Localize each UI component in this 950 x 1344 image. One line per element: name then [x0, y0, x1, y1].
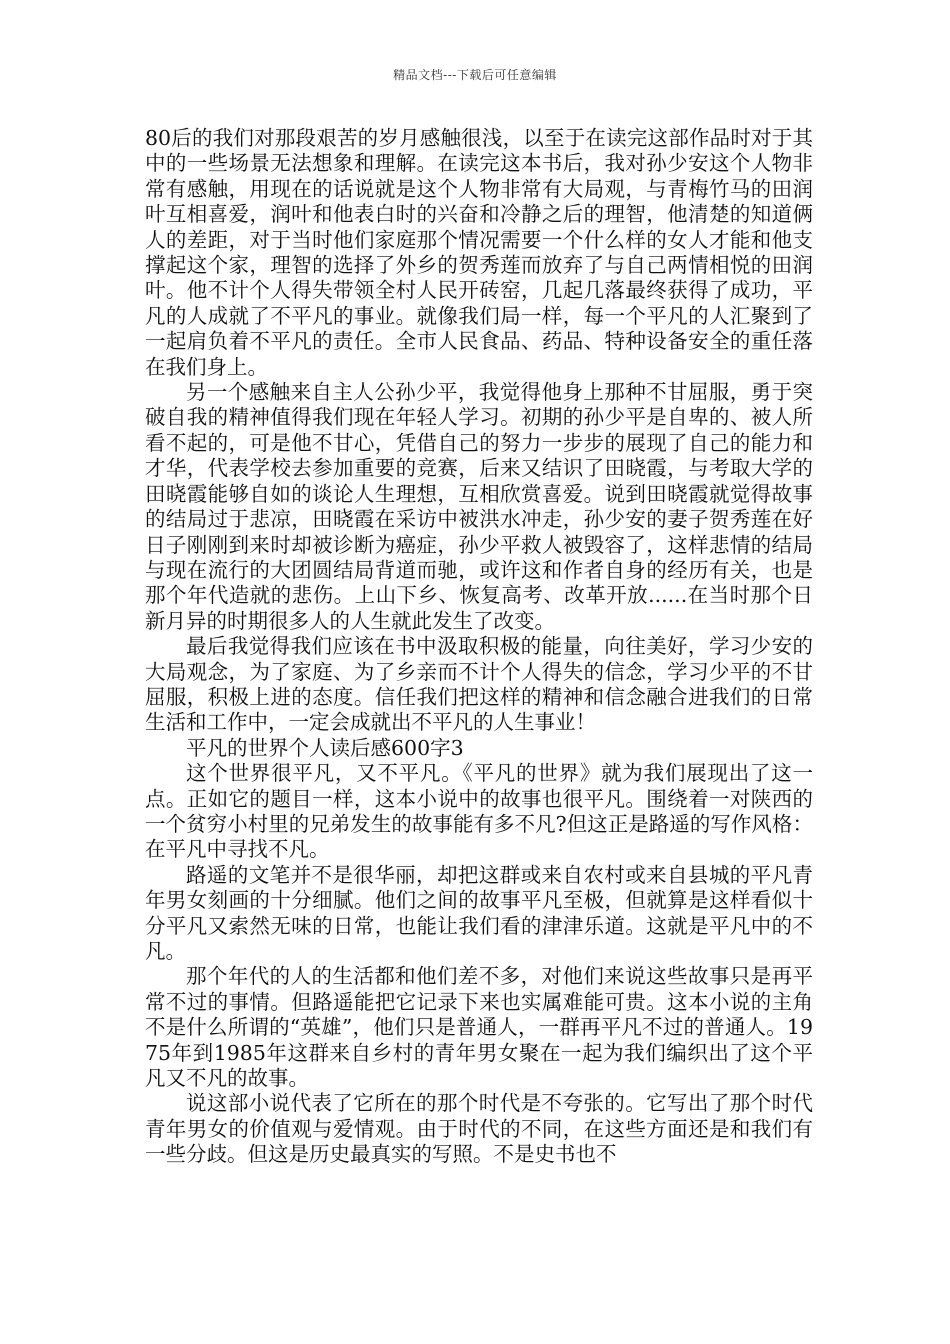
paragraph-1: 80后的我们对那段艰苦的岁月感触很浅，以至于在读完这部作品时对于其中的一些场景无法想象和理解。在读完这本书后，我对孙少安这个人物非常有感触，用现在的话说就是这个人物非常有大局观，与青梅竹马的田润叶互相喜爱，润叶和他表白时的兴奋和冷静之后的理智，他清楚的知道俩人的差距，对于当时他们家庭那个情况需要一个什么样的女人才能和他支撑起这个家，理智的选择了外乡的贺秀莲而放弃了与自己两情相悦的田润叶。他不计个人得失带领全村人民开砖窑，几起几落最终获得了成功，平凡的人成就了不平凡的事业。就像我们局一样，每一个平凡的人汇聚到了一起肩负着不平凡的责任。全市人民食品、药品、特种设备安全的重任落在我们身上。 [145, 126, 813, 379]
paragraph-2: 另一个感触来自主人公孙少平，我觉得他身上那种不甘屈服，勇于突破自我的精神值得我们现在年轻人学习。初期的孙少平是自卑的、被人所看不起的，可是他不甘心，凭借自己的努力一步步的展现了自己的能力和才华，代表学校去参加重要的竞赛，后来又结识了田晓霞，与考取大学的田晓霞能够自如的谈论人生理想，互相欣赏喜爱。说到田晓霞就觉得故事的结局过于悲凉，田晓霞在采访中被洪水冲走，孙少安的妻子贺秀莲在好日子刚刚到来时却被诊断为癌症，孙少平救人被毁容了，这样悲情的结局与现在流行的大团圆结局背道而驰，或许这和作者自身的经历有关，也是那个年代造就的悲伤。上山下乡、恢复高考、改革开放......在当时那个日新月异的时期很多人的人生就此发生了改变。 [145, 380, 813, 633]
document-body [145, 126, 813, 1168]
paragraph-5: 路遥的文笔并不是很华丽，却把这群或来自农村或来自县城的平凡青年男女刻画的十分细腻。他们之间的故事平凡至极，但就算是这样看似十分平凡又索然无味的日常，也能让我们看的津津乐道。这就是平凡中的不凡。 [145, 862, 813, 963]
page-header: 精品文档---下载后可任意编辑 [393, 68, 557, 82]
paragraph-7: 说这部小说代表了它所在的那个时代是不夸张的。它写出了那个时代青年男女的价值观与爱情观。由于时代的不同，在这些方面还是和我们有一些分歧。但这是历史最真实的写照。不是史书也不 [145, 1091, 813, 1167]
paragraph-6: 那个年代的人的生活都和他们差不多，对他们来说这些故事只是再平常不过的事情。但路遥能把它记录下来也实属难能可贵。这本小说的主角不是什么所谓的“英雄”，他们只是普通人，一群再平凡不过的普通人。1975年到1985年这群来自乡村的青年男女聚在一起为我们编织出了这个平凡又不凡的故事。 [145, 964, 813, 1091]
paragraph-3: 最后我觉得我们应该在书中汲取积极的能量，向往美好，学习少安的大局观念，为了家庭、为了乡亲而不计个人得失的信念，学习少平的不甘屈服，积极上进的态度。信任我们把这样的精神和信念融合进我们的日常生活和工作中，一定会成就出不平凡的人生事业！ [145, 634, 813, 735]
section-heading: 平凡的世界个人读后感600字3 [186, 735, 464, 760]
paragraph-4: 这个世界很平凡，又不平凡。《平凡的世界》就为我们展现出了这一点。正如它的题目一样，这本小说中的故事也很平凡。围绕着一对陕西的一个贫穷小村里的兄弟发生的故事能有多不凡?但这正是路遥的写作风格：在平凡中寻找不凡。 [145, 761, 813, 862]
